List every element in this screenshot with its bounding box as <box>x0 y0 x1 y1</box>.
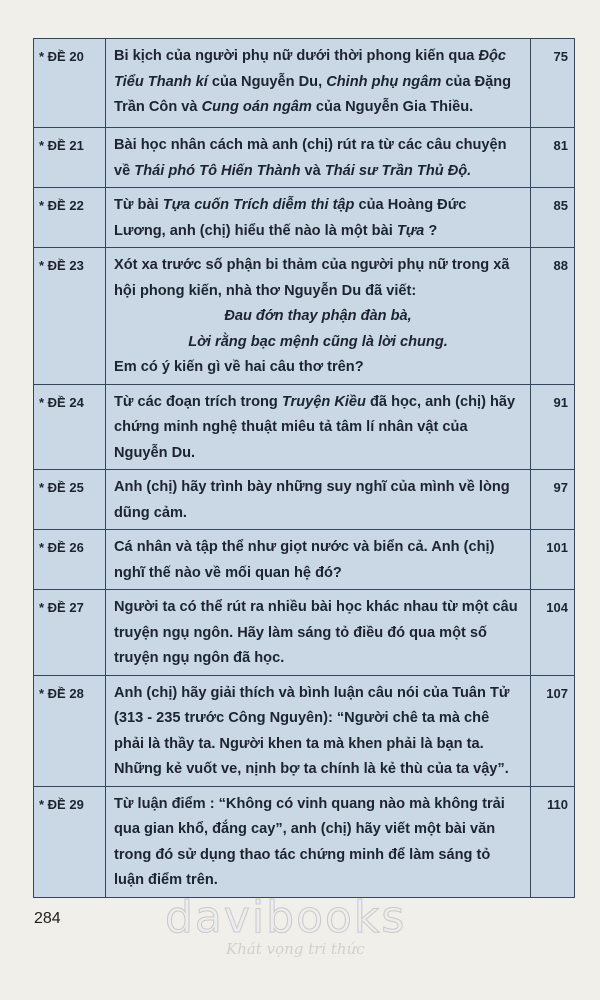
entry-label: * ĐỀ 29 <box>34 786 106 897</box>
italic-title-text: Thái phó Tô Hiến Thành <box>134 162 301 179</box>
description-text: của Đặng Trần Côn và <box>114 73 512 115</box>
table-row <box>34 384 575 470</box>
page-number: 284 <box>34 910 61 927</box>
description-text: của Nguyễn Gia Thiều. <box>311 99 474 115</box>
italic-title-text: Thái sư Trần Thủ Độ. <box>324 162 472 179</box>
description-text: của Hoàng Đức Lương, anh (chị) hiểu thế nào là một bài <box>114 197 467 239</box>
italic-title-text: Độc Tiểu Thanh kí <box>114 48 507 90</box>
table-row <box>34 530 575 590</box>
entry-description <box>106 675 531 786</box>
entry-description <box>106 248 531 385</box>
table-of-contents <box>33 38 575 898</box>
table-row <box>34 786 575 897</box>
table-row <box>34 470 575 530</box>
entry-page-number: 104 <box>531 590 575 676</box>
description-text: Từ bài <box>114 197 163 213</box>
entry-description <box>106 39 531 128</box>
description-text: Từ luận điểm : “Không có vinh quang nào mà không trải qua gian khổ, đắng cay”, anh (chị) hãy viết một bài văn trong đó sử dụng thao tác chứng minh để làm sáng tỏ luận điểm trên. <box>114 795 505 888</box>
poem-line: Đau đớn thay phận đàn bà, <box>224 308 412 324</box>
table-row <box>34 590 575 676</box>
italic-title-text: Cung oán ngâm <box>201 99 312 115</box>
table-row <box>34 248 575 385</box>
entry-page-number: 97 <box>531 470 575 530</box>
description-text: Cá nhân và tập thể như giọt nước và biển cả. Anh (chị) nghĩ thế nào về mối quan hệ đó? <box>114 539 495 581</box>
description-text: Bi kịch của người phụ nữ dưới thời phong kiến qua <box>114 48 479 64</box>
entry-label: * ĐỀ 25 <box>34 470 106 530</box>
entry-page-number: 91 <box>531 384 575 470</box>
description-text: Anh (chị) hãy giải thích và bình luận câu nói của Tuân Tử (313 - 235 trước Công Nguyên): “Người chê ta mà chê phải là thầy ta. Người khen ta mà khen phải là bạn ta. Những kẻ vuốt ve, nịnh bợ ta chính là kẻ thù của ta vậy”. <box>114 684 510 777</box>
italic-title-text: Tựa <box>396 222 425 239</box>
toc-body <box>34 39 575 898</box>
description-text: Từ các đoạn trích trong <box>114 393 282 410</box>
entry-label: * ĐỀ 22 <box>34 188 106 248</box>
entry-label: * ĐỀ 24 <box>34 384 106 470</box>
italic-title-text: Tựa cuốn Trích diễm thi tập <box>162 197 355 213</box>
table-row <box>34 188 575 248</box>
entry-page-number: 101 <box>531 530 575 590</box>
entry-page-number: 107 <box>531 675 575 786</box>
description-question: Em có ý kiến gì về hai câu thơ trên? <box>114 359 364 375</box>
entry-page-number: 110 <box>531 786 575 897</box>
entry-description <box>106 188 531 248</box>
description-text: Bài học nhân cách mà anh (chị) rút ra từ các câu chuyện về <box>114 137 507 179</box>
description-text: của Nguyễn Du, <box>207 73 327 90</box>
entry-label: * ĐỀ 20 <box>34 39 106 128</box>
entry-label: * ĐỀ 23 <box>34 248 106 385</box>
table-row <box>34 39 575 128</box>
entry-page-number: 75 <box>531 39 575 128</box>
description-text: Xót xa trước số phận bi thảm của người phụ nữ trong xã hội phong kiến, nhà thơ Nguyễn Du đã viết: <box>114 257 510 299</box>
entry-description <box>106 384 531 470</box>
entry-label: * ĐỀ 26 <box>34 530 106 590</box>
italic-title-text: Truyện Kiều <box>281 393 366 410</box>
entry-page-number: 81 <box>531 128 575 188</box>
table-row <box>34 128 575 188</box>
table-row <box>34 675 575 786</box>
entry-label: * ĐỀ 28 <box>34 675 106 786</box>
description-text: và <box>300 162 325 179</box>
entry-description <box>106 786 531 897</box>
italic-title-text: Chinh phụ ngâm <box>326 73 442 90</box>
entry-description <box>106 590 531 676</box>
description-text: Anh (chị) hãy trình bày những suy nghĩ của mình về lòng dũng cảm. <box>114 479 510 521</box>
description-text: đã học, anh (chị) hãy chứng minh nghệ thuật miêu tả tâm lí nhân vật của Nguyễn Du. <box>114 393 516 461</box>
entry-page-number: 88 <box>531 248 575 385</box>
poem-line: Lời rằng bạc mệnh cũng là lời chung. <box>188 333 448 350</box>
entry-label: * ĐỀ 21 <box>34 128 106 188</box>
entry-page-number: 85 <box>531 188 575 248</box>
description-text: ? <box>424 222 438 239</box>
publisher-watermark: davibooks <box>165 892 407 943</box>
entry-label: * ĐỀ 27 <box>34 590 106 676</box>
publisher-tagline: Khát vọng tri thức <box>226 940 365 958</box>
entry-description <box>106 470 531 530</box>
entry-description <box>106 128 531 188</box>
quoted-poem <box>114 304 522 355</box>
description-text: Người ta có thể rút ra nhiều bài học khác nhau từ một câu truyện ngụ ngôn. Hãy làm sáng tỏ điều đó qua một số truyện ngụ ngôn đã học. <box>114 599 518 666</box>
entry-description <box>106 530 531 590</box>
